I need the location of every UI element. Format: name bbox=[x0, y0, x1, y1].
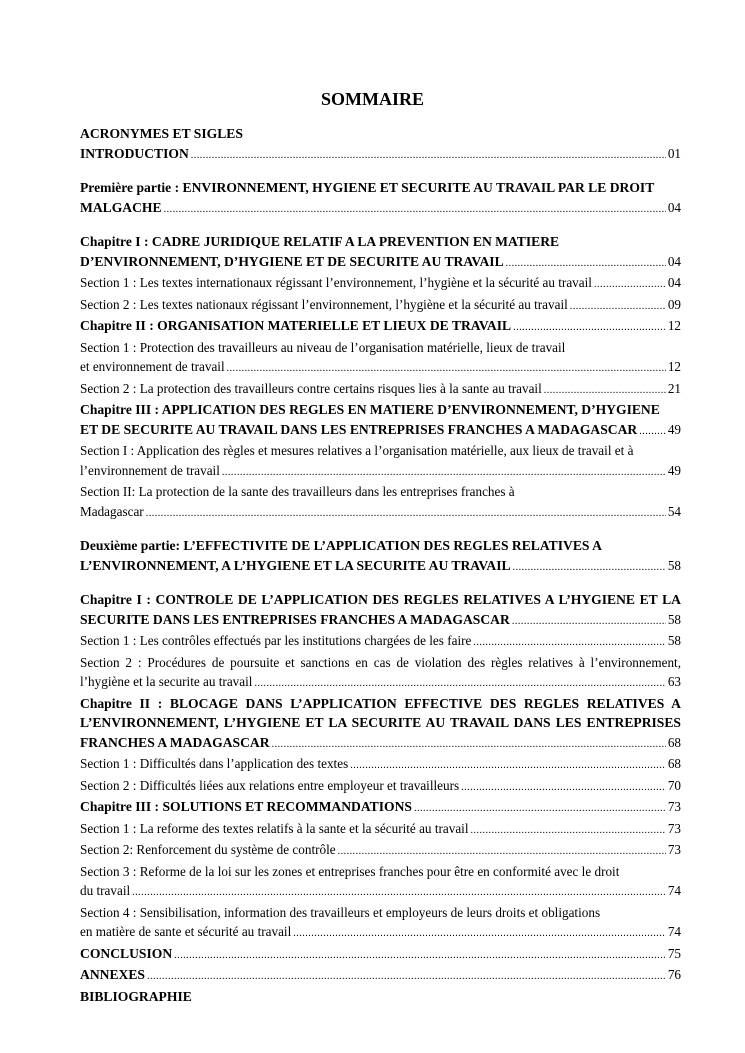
page-number: 09 bbox=[667, 296, 681, 312]
toc-entry-title: SECURITE DANS LES ENTREPRISES FRANCHES A MADAGASCAR bbox=[80, 611, 510, 627]
toc-entry-title: Chapitre II : ORGANISATION MATERIELLE ET LIEUX DE TRAVAIL bbox=[80, 318, 512, 333]
dot-leader bbox=[471, 821, 666, 841]
toc-entry[interactable] bbox=[80, 124, 681, 144]
page-number: 12 bbox=[667, 318, 681, 333]
toc-entry[interactable] bbox=[80, 776, 681, 798]
page-number: 73 bbox=[667, 842, 681, 857]
toc-entry[interactable] bbox=[80, 400, 681, 441]
toc-entry-title: INTRODUCTION bbox=[80, 145, 189, 161]
toc-entry-line: Section 3 : Reforme de la loi sur les zones et entreprises franches pour être en conformité avec le droit bbox=[80, 863, 620, 879]
page-number: 01 bbox=[667, 145, 681, 161]
toc-entry-line: Chapitre I : CONTROLE DE L’APPLICATION DES REGLES RELATIVES A L’HYGIENE ET LA bbox=[80, 592, 681, 607]
page-number: 54 bbox=[667, 503, 681, 519]
toc-entry-title: ET DE SECURITE AU TRAVAIL DANS LES ENTREPRISES FRANCHES A MADAGASCAR bbox=[80, 421, 638, 437]
dot-leader bbox=[461, 778, 666, 798]
page-number: 04 bbox=[667, 253, 681, 269]
toc-entry[interactable] bbox=[80, 536, 681, 577]
toc-entry[interactable] bbox=[80, 653, 681, 694]
dot-leader bbox=[639, 422, 666, 442]
page-number: 04 bbox=[667, 199, 681, 215]
toc-entry-title: ANNEXES bbox=[80, 967, 145, 982]
page-number: 75 bbox=[667, 945, 681, 961]
dot-leader bbox=[513, 318, 666, 338]
toc-entry[interactable] bbox=[80, 944, 681, 966]
toc-entry[interactable] bbox=[80, 482, 681, 523]
toc-entry-title: MALGACHE bbox=[80, 199, 162, 215]
toc-entry-title: BIBLIOGRAPHIE bbox=[80, 988, 192, 1004]
toc-entry[interactable] bbox=[80, 590, 681, 631]
toc-entry[interactable] bbox=[80, 965, 681, 987]
toc-entry[interactable] bbox=[80, 754, 681, 776]
page-number: 58 bbox=[667, 557, 681, 573]
page-number: 04 bbox=[667, 275, 681, 290]
dot-leader bbox=[414, 799, 666, 819]
toc-entry-title: ACRONYMES ET SIGLES bbox=[80, 126, 243, 141]
page-number: 70 bbox=[667, 777, 681, 793]
toc-entry-line: Section 1 : Protection des travailleurs au niveau de l’organisation matérielle, lieux de travail bbox=[80, 339, 566, 355]
page-number: 68 bbox=[667, 734, 681, 750]
toc-entry-title: FRANCHES A MADAGASCAR bbox=[80, 734, 270, 750]
toc-entry[interactable] bbox=[80, 232, 681, 273]
page-number: 74 bbox=[667, 883, 681, 898]
toc-entry[interactable] bbox=[80, 819, 681, 841]
toc-entry-title: Section 2: Renforcement du système de contrôle bbox=[80, 842, 336, 857]
toc-entry-line: Deuxième partie: L’EFFECTIVITE DE L’APPLICATION DES REGLES RELATIVES A bbox=[80, 538, 602, 553]
toc-entry-title: Section 1 : La reforme des textes relatifs à la sante et la sécurité au travail bbox=[80, 820, 469, 836]
dot-leader bbox=[191, 146, 666, 166]
page-number: 58 bbox=[667, 611, 681, 627]
toc-entry[interactable] bbox=[80, 379, 681, 401]
toc-entry[interactable] bbox=[80, 862, 681, 903]
toc-entry-line: Section 4 : Sensibilisation, information des travailleurs et employeurs de leurs droits et obligations bbox=[80, 904, 601, 920]
page-title: SOMMAIRE bbox=[321, 89, 424, 109]
page-number: 49 bbox=[667, 421, 681, 437]
toc-entry-title: Madagascar bbox=[80, 503, 144, 519]
toc-entry[interactable] bbox=[80, 273, 681, 295]
dot-leader bbox=[147, 967, 666, 987]
toc-entry-title: l’environnement de travail bbox=[80, 462, 220, 478]
toc-entry-title: D’ENVIRONNEMENT, D’HYGIENE ET DE SECURITE AU TRAVAIL bbox=[80, 253, 504, 269]
dot-leader bbox=[544, 381, 666, 401]
dot-leader bbox=[506, 254, 666, 274]
dot-leader bbox=[338, 842, 666, 862]
page-number: 21 bbox=[667, 380, 681, 396]
dot-leader bbox=[146, 504, 666, 524]
toc-entry-line: Chapitre II : BLOCAGE DANS L’APPLICATION EFFECTIVE DES REGLES RELATIVES A bbox=[80, 695, 681, 711]
page-number: 49 bbox=[667, 462, 681, 478]
dot-leader bbox=[222, 463, 666, 483]
toc-entry[interactable] bbox=[80, 178, 681, 219]
page-number: 76 bbox=[667, 967, 681, 982]
toc-entry-title: Chapitre III : SOLUTIONS ET RECOMMANDATIONS bbox=[80, 799, 412, 814]
dot-leader bbox=[254, 674, 665, 694]
toc-entry-title: Section 1 : Les contrôles effectués par les institutions chargées de les faire bbox=[80, 633, 472, 648]
page-number: 12 bbox=[667, 359, 681, 374]
toc-entry-title: CONCLUSION bbox=[80, 945, 173, 961]
dot-leader bbox=[164, 200, 666, 220]
dot-leader bbox=[570, 297, 666, 317]
toc-entry[interactable] bbox=[80, 316, 681, 338]
toc-entry-title: en matière de sante et sécurité au travail bbox=[80, 924, 292, 939]
dot-leader bbox=[293, 924, 666, 944]
dot-leader bbox=[513, 558, 666, 578]
toc-entry[interactable] bbox=[80, 694, 681, 755]
toc-entry-title: Section 2 : La protection des travailleurs contre certains risques lies à la sante au travail bbox=[80, 380, 542, 396]
dot-leader bbox=[350, 756, 666, 776]
dot-leader bbox=[132, 883, 666, 903]
toc-entry-title: Section 1 : Les textes internationaux régissant l’environnement, l’hygiène et la sécurité au travail bbox=[80, 275, 592, 290]
toc-entry-title: L’ENVIRONNEMENT, A L’HYGIENE ET LA SECURITE AU TRAVAIL bbox=[80, 557, 511, 573]
dot-leader bbox=[512, 612, 666, 632]
toc-entry-title: Section 2 : Difficultés liées aux relations entre employeur et travailleurs bbox=[80, 777, 460, 793]
page-number: 58 bbox=[667, 633, 681, 648]
toc-entry-title: du travail bbox=[80, 883, 131, 898]
toc-entry[interactable] bbox=[80, 441, 681, 482]
toc-entry-title: l’hygiène et la securite au travail bbox=[80, 674, 253, 689]
toc-entry[interactable] bbox=[80, 631, 681, 653]
page-number: 73 bbox=[667, 799, 681, 814]
toc-entry-title: et environnement de travail bbox=[80, 359, 225, 374]
toc-entry[interactable] bbox=[80, 295, 681, 317]
page-number: 73 bbox=[667, 820, 681, 836]
dot-leader bbox=[473, 633, 665, 653]
dot-leader bbox=[272, 735, 666, 755]
toc-entry-line: Section 2 : Procédures de poursuite et sanctions en cas de violation des règles relatives à l’environnement, bbox=[80, 654, 681, 670]
toc-entry[interactable] bbox=[80, 840, 681, 862]
toc-entry[interactable] bbox=[80, 987, 681, 1007]
toc-entry-line: Section II: La protection de la sante des travailleurs dans les entreprises franches à bbox=[80, 484, 515, 499]
page-number: 63 bbox=[667, 674, 681, 689]
toc-entry-line: Chapitre III : APPLICATION DES REGLES EN MATIERE D’ENVIRONNEMENT, D’HYGIENE bbox=[80, 402, 660, 417]
page-number: 68 bbox=[667, 756, 681, 771]
toc-entry-title: Section 1 : Difficultés dans l’application des textes bbox=[80, 756, 349, 771]
toc-entry-title: Section 2 : Les textes nationaux régissant l’environnement, l’hygiène et la sécurité au travail bbox=[80, 296, 568, 312]
dot-leader bbox=[227, 359, 666, 379]
toc-entry[interactable] bbox=[80, 797, 681, 819]
toc-entry-line: Première partie : ENVIRONNEMENT, HYGIENE ET SECURITE AU TRAVAIL PAR LE DROIT bbox=[80, 180, 655, 195]
toc-entry[interactable] bbox=[80, 144, 681, 166]
toc-entry-line: Section I : Application des règles et mesures relatives a l’organisation matérielle, aux lieux de travail et à bbox=[80, 443, 634, 458]
table-of-contents bbox=[80, 124, 681, 1006]
toc-entry-line: Chapitre I : CADRE JURIDIQUE RELATIF A LA PREVENTION EN MATIERE bbox=[80, 234, 560, 249]
dot-leader bbox=[174, 946, 666, 966]
toc-entry[interactable] bbox=[80, 338, 681, 379]
page-number: 74 bbox=[667, 924, 681, 939]
dot-leader bbox=[594, 275, 666, 295]
toc-entry-line: L’ENVIRONNEMENT, L’HYGIENE ET LA SECURITE AU TRAVAIL DANS LES ENTREPRISES bbox=[80, 715, 681, 730]
toc-entry[interactable] bbox=[80, 903, 681, 944]
